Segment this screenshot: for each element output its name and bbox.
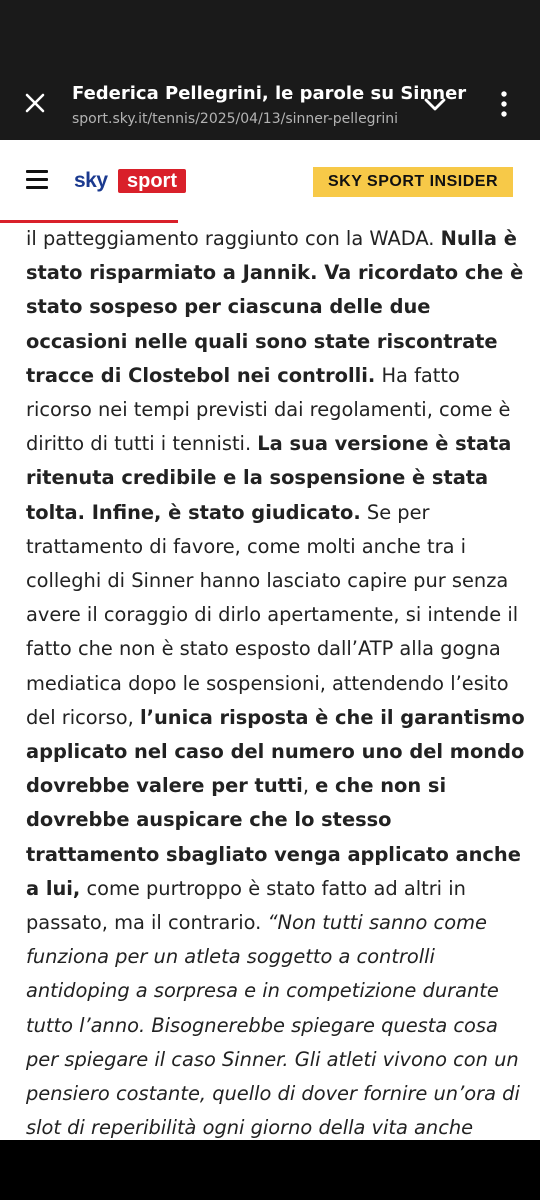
chevron-down-icon bbox=[420, 90, 450, 120]
hamburger-icon-line bbox=[26, 186, 48, 189]
article-body bbox=[26, 222, 526, 1180]
close-icon bbox=[18, 88, 52, 118]
article-text-segment: , bbox=[302, 774, 316, 798]
article-text-segment: Ha fatto ricorso nei tempi previsti dai regolamenti, come è diritto di tutti i tennisti. bbox=[26, 363, 511, 456]
article-text-segment: l’unica risposta è che il garantismo applicato nel caso del numero uno del mondo dovrebbe valere per tutti bbox=[26, 705, 525, 798]
hamburger-icon-line bbox=[26, 178, 48, 181]
status-bar bbox=[0, 0, 540, 62]
more-vertical-icon bbox=[492, 88, 516, 120]
logo-sky-text: sky bbox=[74, 169, 108, 192]
article-paragraph bbox=[26, 222, 526, 1180]
close-tab-button[interactable] bbox=[18, 88, 52, 118]
logo-sport-text: sport bbox=[118, 169, 186, 193]
article-text-segment: e che non si dovrebbe auspicare che lo stesso trattamento sbagliato venga applicato anche a lui, bbox=[26, 774, 521, 900]
hamburger-icon bbox=[26, 170, 48, 173]
article-text-segment: Nulla è stato risparmiato a Jannik. Va ricordato che è stato sospeso per ciascuna delle due occasioni nelle quali sono state riscontrate tracce di Clostebol nei controlli. bbox=[26, 227, 524, 387]
sky-sport-insider-button[interactable]: SKY SPORT INSIDER bbox=[313, 167, 513, 197]
sky-sport-logo[interactable] bbox=[74, 168, 186, 194]
menu-button[interactable] bbox=[26, 170, 48, 190]
web-content bbox=[0, 140, 540, 1140]
more-options-button[interactable] bbox=[492, 88, 516, 120]
article-text-segment: “Non tutti sanno come funziona per un atleta soggetto a controlli antidoping a sorpresa e in competizione durante tutto l’anno. Bisognerebbe spiegare questa cosa per spiegare il caso Sinner. Gli atleti vivono con un pensiero costante, quello di dover fornire un’ora di slot di reperibilità ogni giorno della vita anche bbox=[26, 911, 520, 1140]
article-text-segment: La sua versione è stata ritenuta credibile e la sospensione è stata tolta. Infine, è stato giudicato. bbox=[26, 432, 512, 524]
page-url[interactable]: sport.sky.it/tennis/2025/04/13/sinner-pellegrini bbox=[72, 111, 398, 127]
expand-button[interactable] bbox=[420, 90, 450, 120]
site-header bbox=[0, 140, 540, 222]
article-text-segment: come purtroppo è stato fatto ad altri in passato, ma il contrario. bbox=[26, 876, 466, 935]
page-title: Federica Pellegrini, le parole su Sinner bbox=[72, 83, 467, 104]
article-text-segment: Se per trattamento di favore, come molti anche tra i colleghi di Sinner hanno lasciato capire pur senza avere il coraggio di dirlo apertamente, si intende il fatto che non è stato esposto dall’ATP alla gogna mediatica dopo le sospensioni, attendendo l’esito del ricorso, bbox=[26, 500, 519, 729]
article-text-segment: il patteggiamento raggiunto con la WADA. bbox=[26, 227, 441, 250]
system-navigation-bar bbox=[0, 1140, 540, 1200]
